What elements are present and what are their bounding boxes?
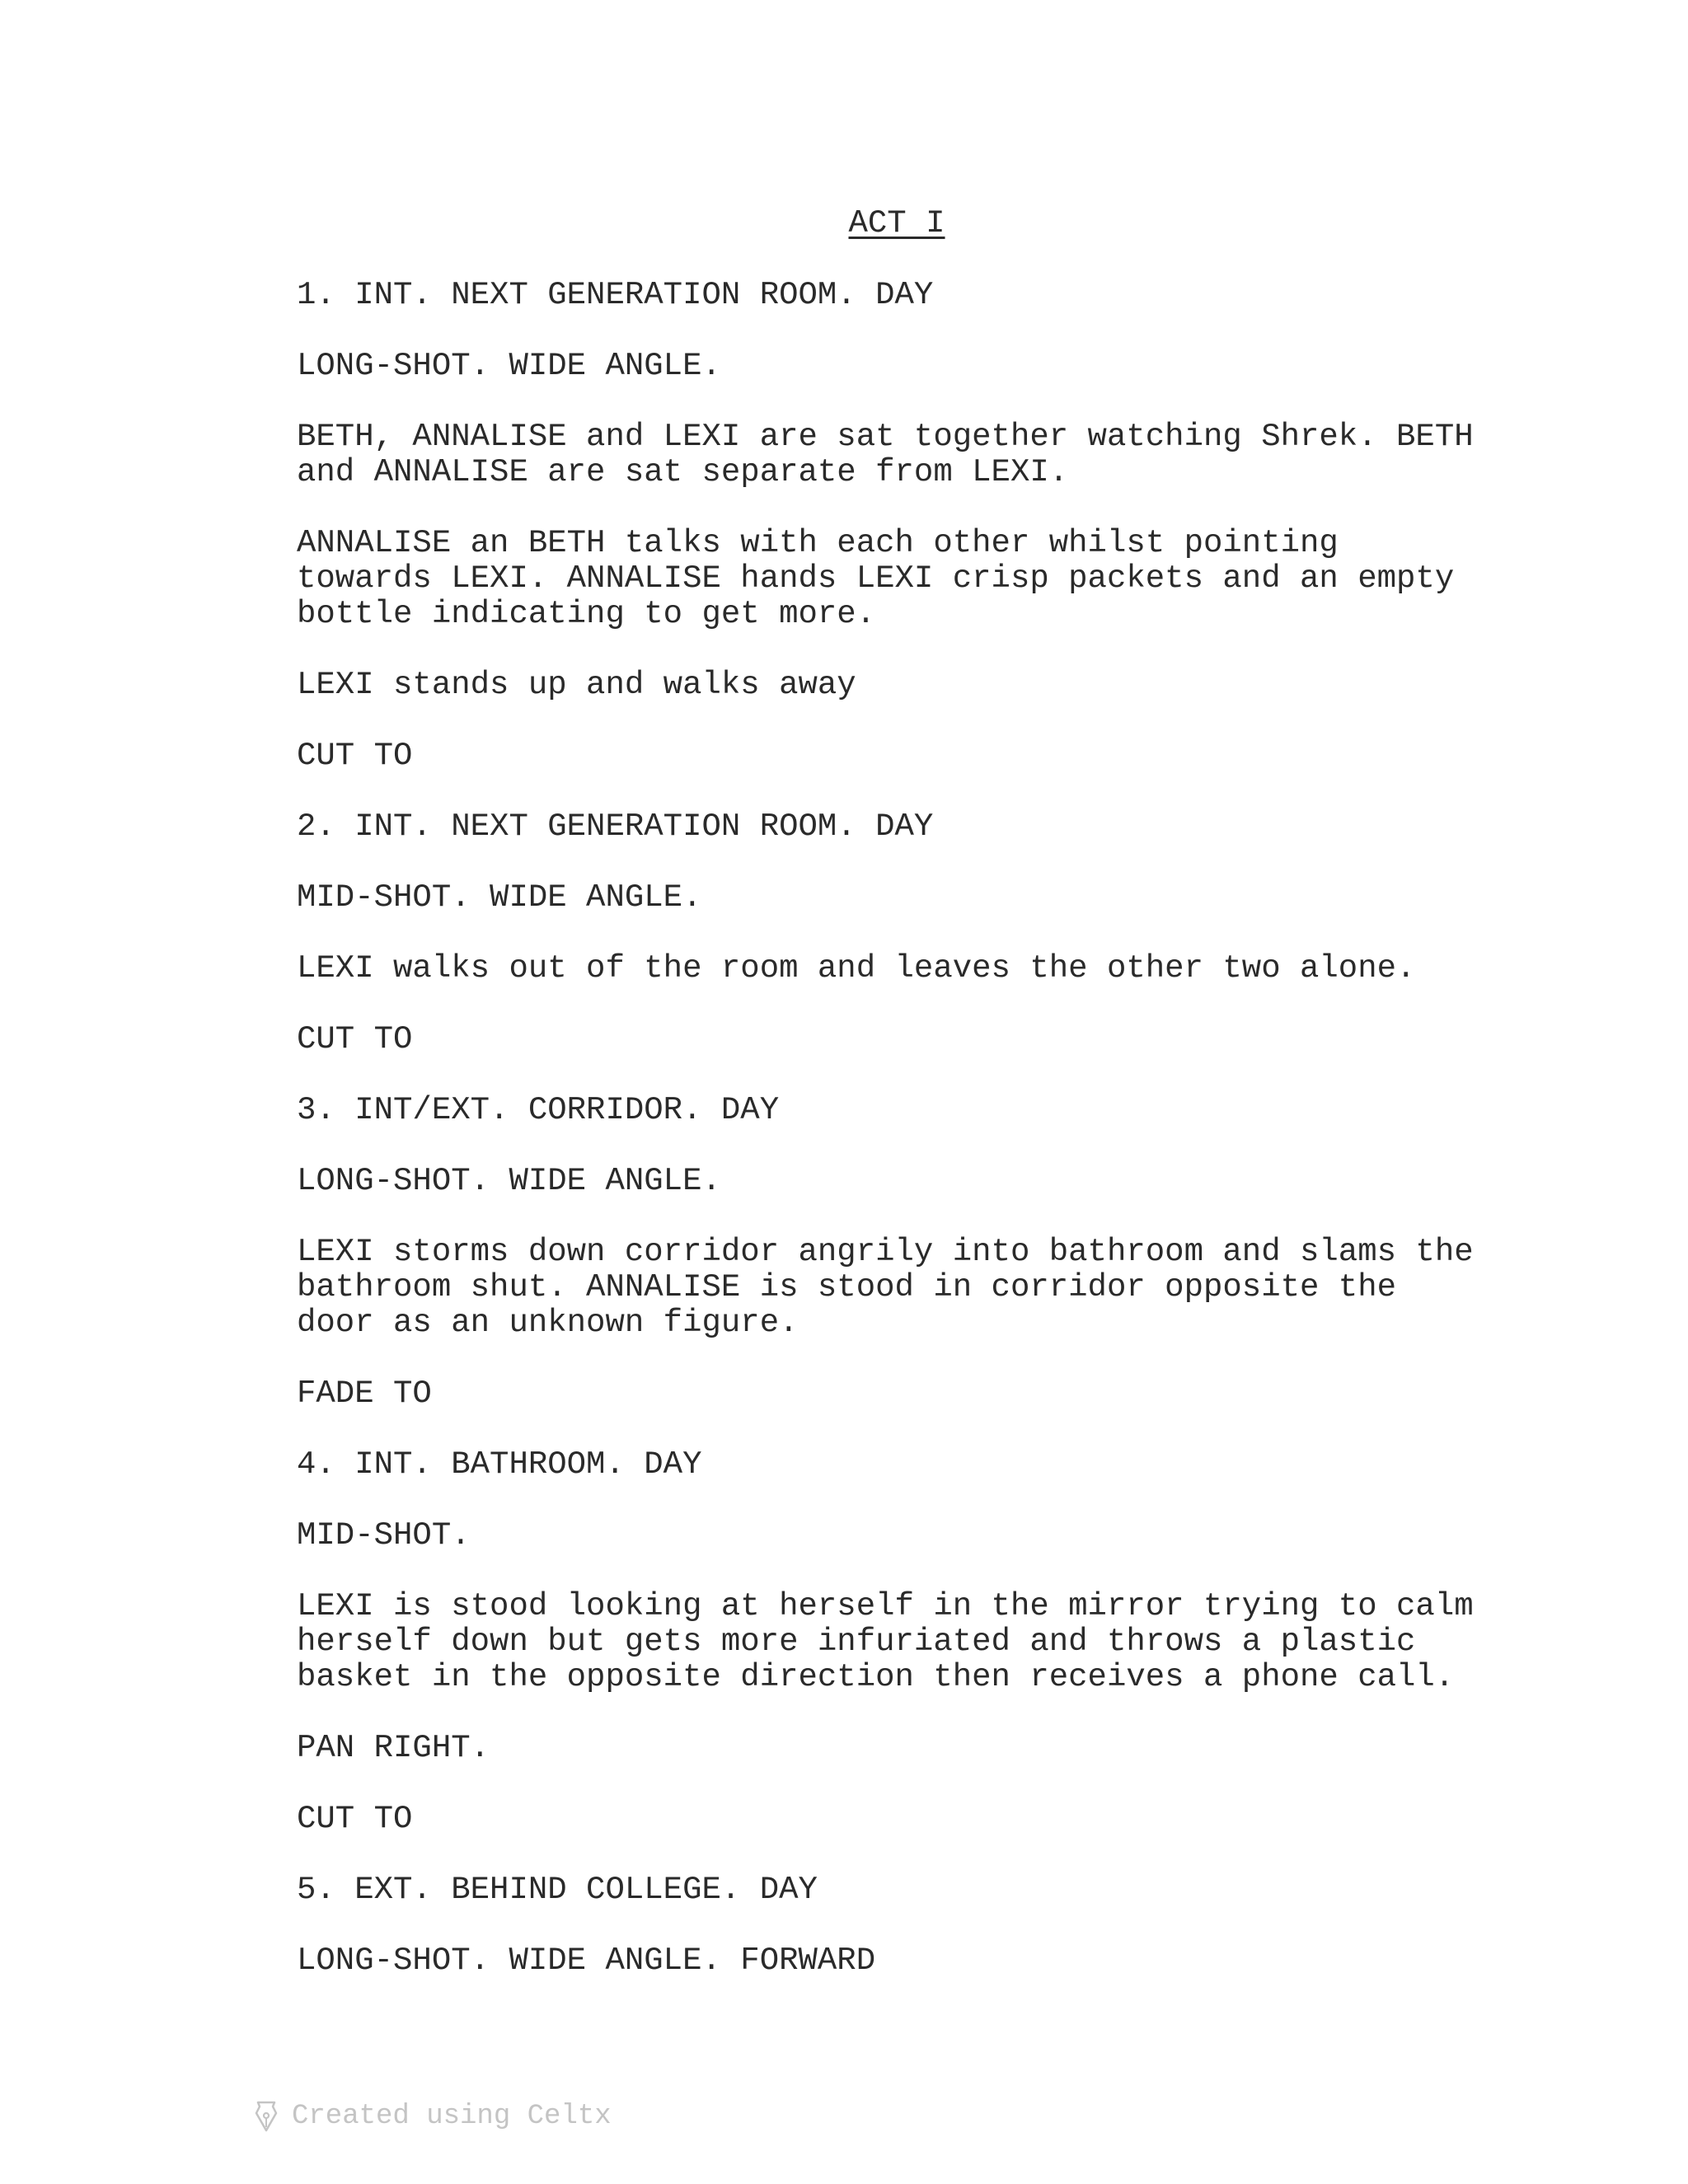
action-line: herself down but gets more infuriated and throws a plastic — [297, 1624, 1416, 1660]
transition: CUT TO — [297, 738, 413, 774]
action-line: LEXI stands up and walks away — [297, 667, 856, 703]
scene-heading: 4. INT. BATHROOM. DAY — [297, 1446, 702, 1483]
action-line: bathroom shut. ANNALISE is stood in corridor opposite the — [297, 1269, 1397, 1305]
shot-direction: LONG-SHOT. WIDE ANGLE. — [297, 1163, 721, 1199]
action-line: bottle indicating to get more. — [297, 596, 876, 632]
action-line: BETH, ANNALISE and LEXI are sat together watching Shrek. BETH — [297, 419, 1474, 455]
shot-direction: MID-SHOT. WIDE ANGLE. — [297, 879, 702, 916]
action-line: LEXI walks out of the room and leaves the other two alone. — [297, 950, 1416, 987]
action-line: ANNALISE an BETH talks with each other whilst pointing — [297, 525, 1339, 561]
pen-nib-icon — [254, 2100, 279, 2133]
action-line: basket in the opposite direction then receives a phone call. — [297, 1659, 1455, 1695]
action-line: towards LEXI. ANNALISE hands LEXI crisp packets and an empty — [297, 560, 1455, 597]
action-line: LEXI is stood looking at herself in the mirror trying to calm — [297, 1588, 1474, 1624]
scene-heading: 3. INT/EXT. CORRIDOR. DAY — [297, 1092, 780, 1128]
act-title-text: ACT I — [848, 205, 945, 241]
footer-text: Created using Celtx — [292, 2101, 612, 2132]
footer-watermark — [254, 2100, 612, 2133]
shot-direction: LONG-SHOT. WIDE ANGLE. — [297, 348, 721, 384]
shot-direction: MID-SHOT. — [297, 1517, 471, 1554]
transition: CUT TO — [297, 1021, 413, 1057]
shot-direction: PAN RIGHT. — [297, 1730, 490, 1766]
action-line: and ANNALISE are sat separate from LEXI. — [297, 454, 1069, 490]
act-title — [0, 206, 1688, 241]
transition: FADE TO — [297, 1376, 432, 1412]
scene-heading: 2. INT. NEXT GENERATION ROOM. DAY — [297, 808, 934, 845]
shot-direction: LONG-SHOT. WIDE ANGLE. FORWARD — [297, 1943, 876, 1979]
scene-heading: 1. INT. NEXT GENERATION ROOM. DAY — [297, 277, 934, 313]
scene-heading: 5. EXT. BEHIND COLLEGE. DAY — [297, 1872, 818, 1908]
action-line: door as an unknown figure. — [297, 1305, 799, 1341]
action-line: LEXI storms down corridor angrily into bathroom and slams the — [297, 1234, 1474, 1270]
transition: CUT TO — [297, 1801, 413, 1837]
